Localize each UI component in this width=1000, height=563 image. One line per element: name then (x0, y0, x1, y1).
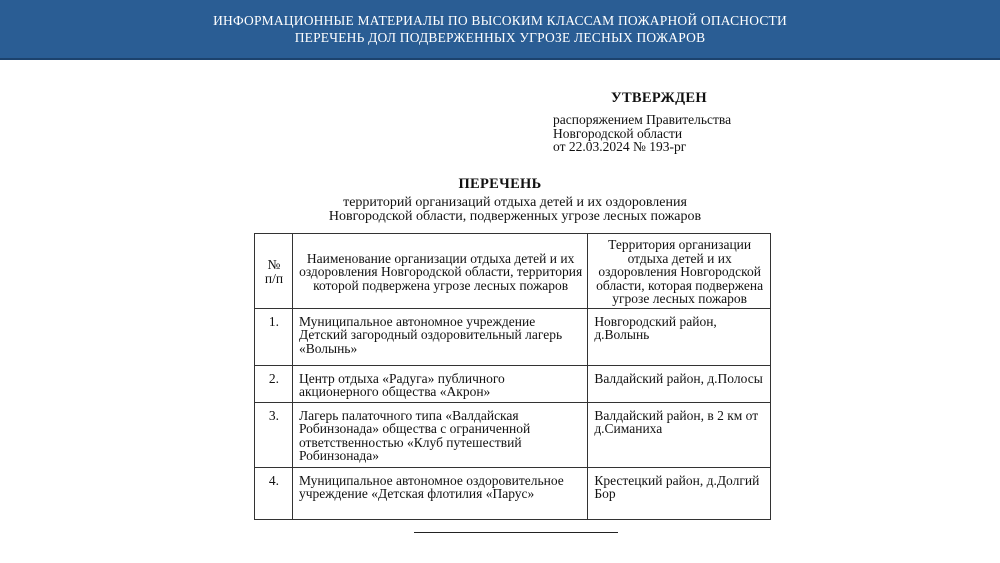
document-subtitle-line2: Новгородской области, подверженных угрозе лесных пожаров (328, 209, 702, 224)
row-num: 4. (255, 467, 293, 519)
approval-stamp (553, 90, 793, 154)
row-organization-name: Лагерь палаточного типа «Валдайская Робинзонада» общества с ограниченной ответственностью «Клуб путешествий Робинзонада» (292, 402, 587, 467)
row-organization-name: Центр отдыха «Радуга» публичного акционерного общества «Акрон» (292, 365, 587, 402)
header-banner (0, 0, 1000, 60)
header-num: № п/п (255, 234, 293, 309)
row-territory: Новгородский район, д.Волынь (588, 308, 771, 365)
table-row (255, 365, 771, 402)
table-row (255, 402, 771, 467)
header-organization-name: Наименование организации отдыха детей и их оздоровления Новгородской области, территория которой подвержена угрозе лесных пожаров (292, 234, 587, 309)
header-territory: Территория организации отдыха детей и их оздоровления Новгородской области, которая подвержена угрозе лесных пожаров (588, 234, 771, 309)
approval-date-number: от 22.03.2024 № 193-рг (553, 139, 687, 154)
document-title: ПЕРЕЧЕНЬ (458, 176, 542, 192)
row-organization-name: Муниципальное автономное учреждение Детский загородный оздоровительный лагерь «Волынь» (292, 308, 587, 365)
row-territory: Валдайский район, д.Полосы (588, 365, 771, 402)
banner-title-line2: ПЕРЕЧЕНЬ ДОЛ ПОДВЕРЖЕННЫХ УГРОЗЕ ЛЕСНЫХ ПОЖАРОВ (294, 30, 706, 45)
row-num: 1. (255, 308, 293, 365)
banner-title-line1: ИНФОРМАЦИОННЫЕ МАТЕРИАЛЫ ПО ВЫСОКИМ КЛАССАМ ПОЖАРНОЙ ОПАСНОСТИ (213, 13, 787, 28)
approval-authority: распоряжением Правительства (553, 112, 732, 127)
row-num: 2. (255, 365, 293, 402)
row-num: 3. (255, 402, 293, 467)
approval-region: Новгородской области (553, 125, 683, 141)
table-row (255, 467, 771, 519)
organizations-table (254, 233, 771, 520)
table-row (255, 308, 771, 365)
table-header-row (255, 234, 771, 309)
row-organization-name: Муниципальное автономное оздоровительное учреждение «Детская флотилия «Парус» (292, 467, 587, 519)
document-subtitle-line1: территорий организаций отдыха детей и их оздоровления (343, 195, 687, 210)
signature-divider (414, 532, 618, 533)
row-territory: Крестецкий район, д.Долгий Бор (588, 467, 771, 519)
approval-title: УТВЕРЖДЕН (611, 90, 707, 106)
row-territory: Валдайский район, в 2 км от д.Симаниха (588, 402, 771, 467)
